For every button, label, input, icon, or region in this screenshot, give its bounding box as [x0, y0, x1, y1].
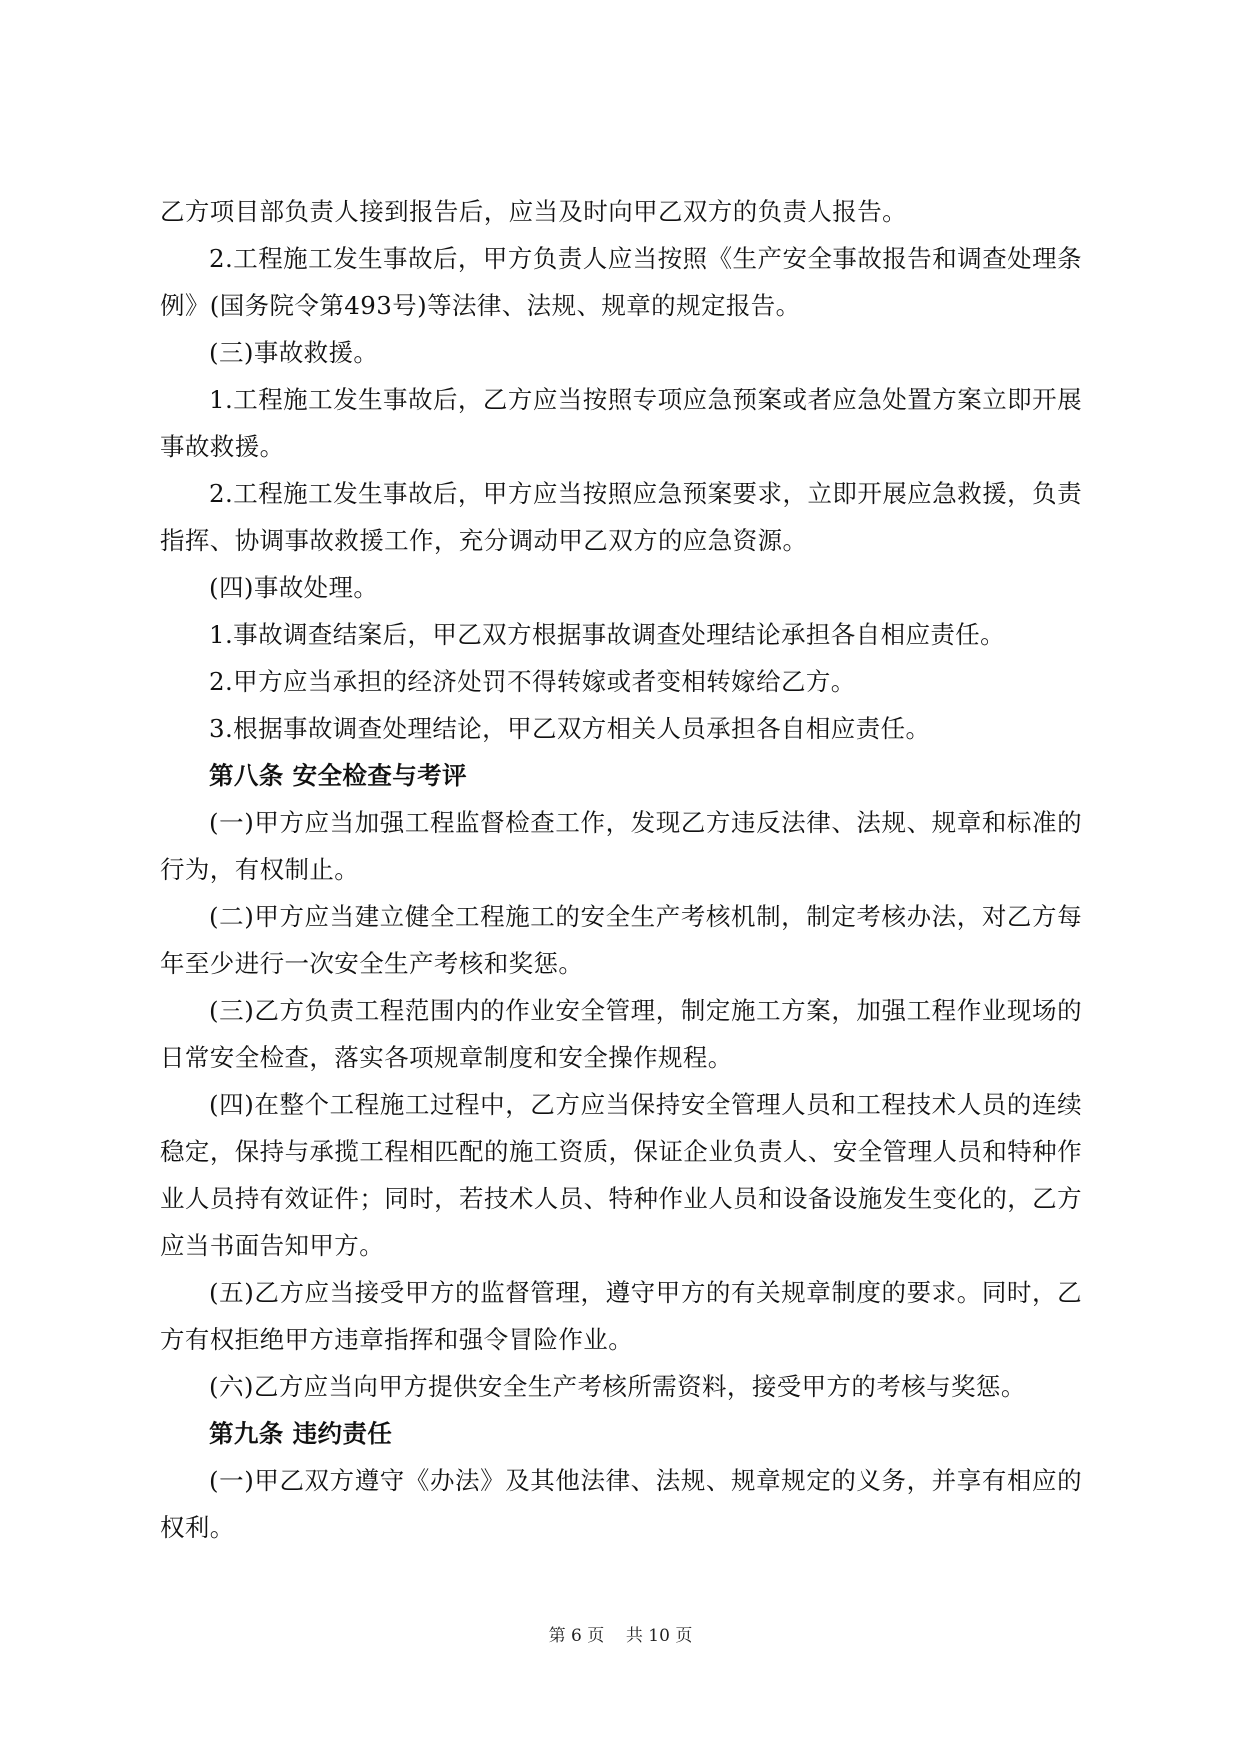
- paragraph-article-8-item-3: (三)乙方负责工程范围内的作业安全管理，制定施工方案，加强工程作业现场的日常安全检查，落实各项规章制度和安全操作规程。: [160, 996, 1082, 1072]
- paragraph-article-8-item-2: (二)甲方应当建立健全工程施工的安全生产考核机制，制定考核办法，对乙方每年至少进行一次安全生产考核和奖惩。: [160, 902, 1082, 978]
- page-body: [160, 188, 1082, 1551]
- article-8-heading: 第八条 安全检查与考评: [209, 761, 467, 790]
- page-footer: [0, 1621, 1241, 1646]
- paragraph-handling-2: 2.甲方应当承担的经济处罚不得转嫁或者变相转嫁给乙方。: [209, 667, 856, 696]
- subsection-accident-rescue: (三)事故救援。: [209, 338, 379, 367]
- paragraph-handling-3: 3.根据事故调查处理结论，甲乙双方相关人员承担各自相应责任。: [209, 714, 931, 743]
- paragraph-handling-1: 1.事故调查结案后，甲乙双方根据事故调查处理结论承担各自相应责任。: [209, 620, 1006, 649]
- paragraph-article-8-item-5: (五)乙方应当接受甲方的监督管理，遵守甲方的有关规章制度的要求。同时，乙方有权拒绝甲方违章指挥和强令冒险作业。: [160, 1278, 1082, 1354]
- paragraph-article-8-item-4: (四)在整个工程施工过程中，乙方应当保持安全管理人员和工程技术人员的连续稳定，保持与承揽工程相匹配的施工资质，保证企业负责人、安全管理人员和特种作业人员持有效证件；同时，若技术人员、特种作业人员和设备设施发生变化的，乙方应当书面告知甲方。: [160, 1090, 1082, 1260]
- paragraph-article-8-item-1: (一)甲方应当加强工程监督检查工作，发现乙方违反法律、法规、规章和标准的行为，有权制止。: [160, 808, 1082, 884]
- paragraph-rescue-2: 2.工程施工发生事故后，甲方应当按照应急预案要求，立即开展应急救援，负责指挥、协调事故救援工作，充分调动甲乙双方的应急资源。: [160, 479, 1082, 555]
- paragraph-continuation: 乙方项目部负责人接到报告后，应当及时向甲乙双方的负责人报告。: [160, 197, 907, 226]
- paragraph-accident-report-2: 2.工程施工发生事故后，甲方负责人应当按照《生产安全事故报告和调查处理条例》(国务院令第493号)等法律、法规、规章的规定报告。: [160, 244, 1082, 320]
- article-9-heading: 第九条 违约责任: [209, 1419, 393, 1448]
- paragraph-article-8-item-6: (六)乙方应当向甲方提供安全生产考核所需资料，接受甲方的考核与奖惩。: [209, 1372, 1026, 1401]
- paragraph-rescue-1: 1.工程施工发生事故后，乙方应当按照专项应急预案或者应急处置方案立即开展事故救援。: [160, 385, 1082, 461]
- paragraph-article-9-item-1: (一)甲乙双方遵守《办法》及其他法律、法规、规章规定的义务，并享有相应的权利。: [160, 1466, 1082, 1542]
- subsection-accident-handling: (四)事故处理。: [209, 573, 379, 602]
- page-number: 第 6 页 共 10 页: [548, 1626, 693, 1646]
